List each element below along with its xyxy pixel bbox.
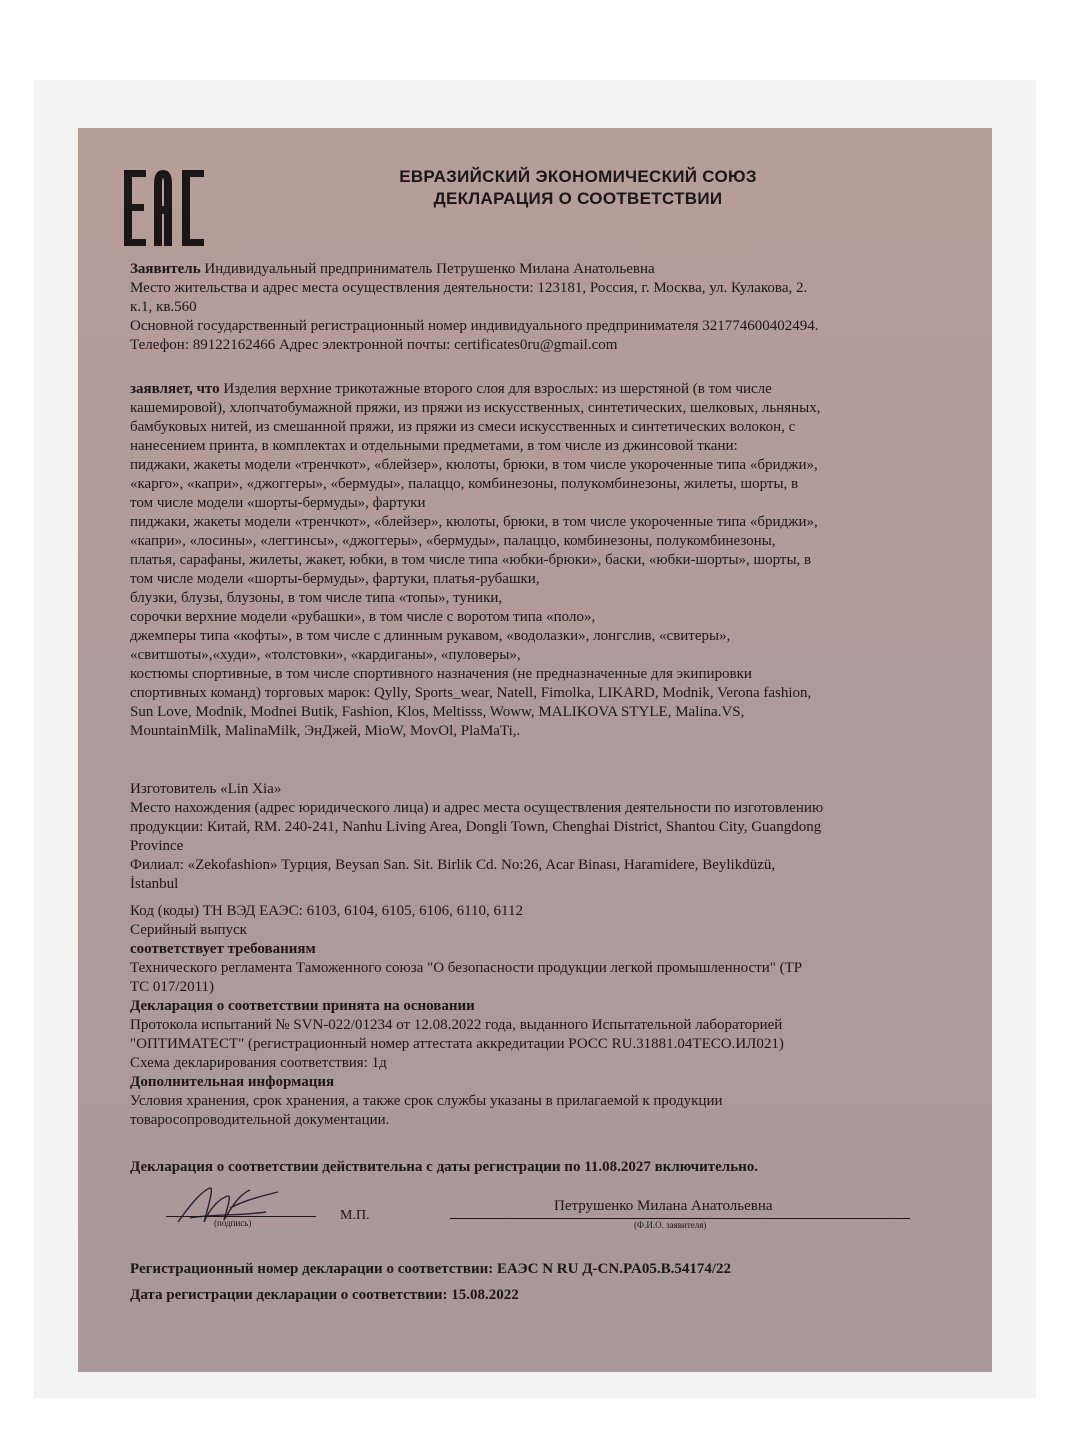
signature-caption: (подпись) <box>214 1218 252 1228</box>
signer-line <box>450 1218 910 1219</box>
product-line: Sun Love, Modnik, Modnei Butik, Fashion, Klos, Meltisss, Woww, MALIKOVA STYLE, Malina.VS, <box>130 704 745 720</box>
product-line: том числе модели «шорты-бермуды», фартуки, платья-рубашки, <box>130 571 540 587</box>
header-declaration-title: ДЕКЛАРАЦИЯ О СООТВЕТСТВИИ <box>433 189 723 208</box>
product-line: «карго», «капри», «джоггеры», «бермуды», палаццо, комбинезоны, полукомбинезоны, жилеты, шорты, в <box>130 476 799 492</box>
declaration-document <box>78 128 992 1372</box>
signer-caption: (Ф.И.О. заявителя) <box>634 1220 707 1230</box>
product-line: нанесением принта, в комплектах и отдельными предметами, в том числе из джинсовой ткани: <box>130 438 738 454</box>
manufacturer-branch: İstanbul <box>130 876 179 892</box>
product-line: спортивных команд) торговых марок: Qylly, Sports_wear, Natell, Fimolka, LIKARD, Modnik, Verona fashion, <box>130 685 812 701</box>
regulation-line: Технического регламента Таможенного союза "О безопасности продукции легкой промышленности" (ТР <box>130 960 803 976</box>
manufacturer-name: Изготовитель «Lin Xia» <box>130 781 282 797</box>
registration-number: Регистрационный номер декларации о соответствии: ЕАЭС N RU Д-CN.PA05.B.54174/22 <box>130 1261 731 1277</box>
product-line: MountainMilk, MalinaMilk, ЭнДжей, MioW, MovOl, PlaMaTi,. <box>130 723 521 739</box>
header-union-title: ЕВРАЗИЙСКИЙ ЭКОНОМИЧЕСКИЙ СОЮЗ <box>399 167 757 186</box>
conformity-label: соответствует требованиям <box>130 941 316 957</box>
product-line: блузки, блузы, блузоны, в том числе типа «топы», туники, <box>130 590 503 606</box>
declares-label: заявляет, что <box>130 381 220 397</box>
applicant-contacts: Телефон: 89122162466 Адрес электронной почты: certificates0ru@gmail.com <box>130 337 618 353</box>
product-line: том числе модели «шорты-бермуды», фартуки <box>130 495 426 511</box>
manufacturer-branch: Филиал: «Zekofashion» Турция, Beysan San. Sit. Birlik Cd. No:26, Acar Binası, Haramidere, Beylikdüzü, <box>130 857 776 873</box>
additional-info-line: Условия хранения, срок хранения, а также срок службы указаны в прилагаемой к продукции <box>130 1093 723 1109</box>
product-description <box>130 380 920 741</box>
applicant-name: Индивидуальный предприниматель Петрушенко Милана Анатольевна <box>200 261 655 277</box>
basis-line: "ОПТИМАТЕСТ" (регистрационный номер аттестата аккредитации РОСС RU.31881.04ТЕСО.ИЛ021) <box>130 1036 784 1052</box>
hs-codes: Код (коды) ТН ВЭД ЕАЭС: 6103, 6104, 6105, 6106, 6110, 6112 <box>130 903 523 919</box>
basis-label: Декларация о соответствии принята на основании <box>130 998 475 1014</box>
basis-line: Схема декларирования соответствия: 1д <box>130 1055 387 1071</box>
release-type: Серийный выпуск <box>130 922 247 938</box>
applicant-section <box>130 260 920 355</box>
manufacturer-address: продукции: Китай, RM. 240-241, Nanhu Living Area, Dongli Town, Chenghai District, Shantou City, Guangdong <box>130 819 822 835</box>
validity-statement: Декларация о соответствии действительна с даты регистрации по 11.08.2027 включительно. <box>130 1159 759 1175</box>
manufacturer-address: Province <box>130 838 184 854</box>
product-line: «капри», «лосины», «леггинсы», «джоггеры», «бермуды», палаццо, комбинезоны, полукомбинезоны, <box>130 533 776 549</box>
product-line: платья, сарафаны, жилеты, жакет, юбки, в том числе типа «юбки-брюки», баски, «юбки-шорты», шорты, в <box>130 552 812 568</box>
product-line: бамбуковых нитей, из смешанной пряжи, из пряжи из смеси искусственных и синтетических волокон, с <box>130 419 796 435</box>
signature-block <box>130 1178 940 1238</box>
product-line: пиджаки, жакеты модели «тренчкот», «блейзер», кюлоты, брюки, в том числе укороченные типа «бриджи», <box>130 457 818 473</box>
regulation-line: ТС 017/2011) <box>130 979 215 995</box>
product-line: пиджаки, жакеты модели «тренчкот», «блейзер», кюлоты, брюки, в том числе укороченные типа «бриджи», <box>130 514 818 530</box>
additional-info-line: товаросопроводительной документации. <box>130 1112 390 1128</box>
basis-line: Протокола испытаний № SVN-022/01234 от 12.08.2022 года, выданного Испытательной лабораторией <box>130 1017 783 1033</box>
product-line: Изделия верхние трикотажные второго слоя для взрослых: из шерстяной (в том числе <box>219 381 772 397</box>
signer-name: Петрушенко Милана Анатольевна <box>554 1198 773 1214</box>
manufacturer-section <box>130 780 920 894</box>
applicant-ogrn: Основной государственный регистрационный номер индивидуального предпринимателя 321774600402494. <box>130 318 819 334</box>
conformity-section <box>130 902 920 1130</box>
applicant-address-2: к.1, кв.560 <box>130 299 197 315</box>
additional-info-label: Дополнительная информация <box>130 1074 335 1090</box>
manufacturer-address: Место нахождения (адрес юридического лица) и адрес места осуществления деятельности по изготовлению <box>130 800 824 816</box>
registration-date: Дата регистрации декларации о соответствии: 15.08.2022 <box>130 1287 519 1303</box>
eac-mark-icon <box>124 170 208 246</box>
product-line: «свитшоты»,«худи», «толстовки», «кардиганы», «пуловеры», <box>130 647 521 663</box>
product-line: кашемировой), хлопчатобумажной пряжи, из пряжи из искусственных, синтетических, шелковых, льняных, <box>130 400 821 416</box>
stamp-label: М.П. <box>340 1208 370 1223</box>
product-line: костюмы спортивные, в том числе спортивного назначения (не предназначенные для экипировки <box>130 666 752 682</box>
applicant-address: Место жительства и адрес места осуществления деятельности: 123181, Россия, г. Москва, ул. Кулакова, 2. <box>130 280 808 296</box>
signature-line <box>166 1216 316 1217</box>
document-header <box>318 166 838 210</box>
applicant-label: Заявитель <box>130 261 201 277</box>
product-line: сорочки верхние модели «рубашки», в том числе с воротом типа «поло», <box>130 609 596 625</box>
product-line: джемперы типа «кофты», в том числе с длинным рукавом, «водолазки», лонгслив, «свитеры», <box>130 628 731 644</box>
